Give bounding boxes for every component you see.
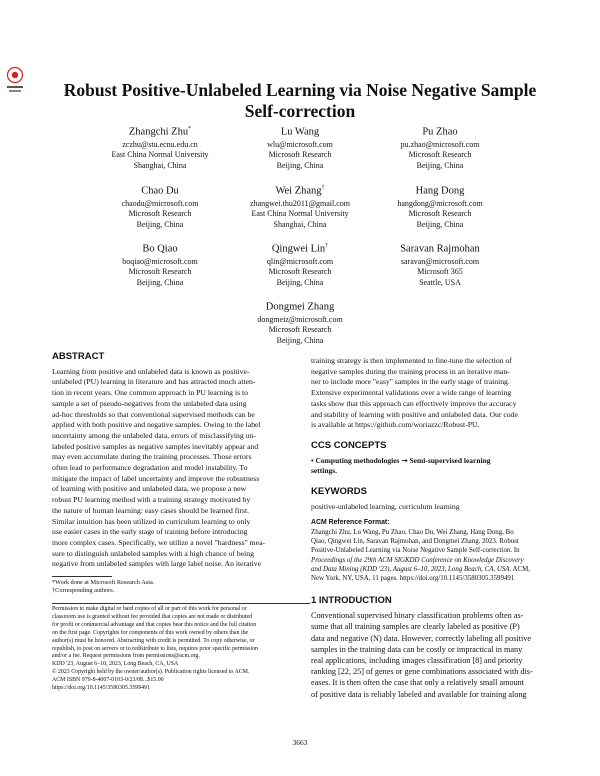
abstract-line: is available at https://github.com/woriazzc/Robust-PU.: [311, 420, 480, 430]
abstract-line: Similar intuition has been utilized in curriculum learning to only: [52, 516, 251, 526]
author-org: Microsoft Research: [128, 267, 192, 277]
acm-ref-line-4: Proceedings of the 29th ACM SIGKDD Conference on Knowledge Discovery: [311, 556, 524, 564]
author-entry: [350, 123, 530, 171]
author-org: Microsoft Research: [408, 150, 472, 160]
intro-body: [311, 610, 569, 700]
author-name-text: Dongmei Zhang: [265, 301, 335, 313]
author-email[interactable]: boqiao@microsoft.com: [122, 256, 198, 266]
intro-line: sume that all training samples are clearly labeled as positive (P): [311, 622, 520, 632]
abstract-line: may even accumulate during the training processes. Those errors: [52, 452, 252, 462]
author-email[interactable]: pu.zhao@microsoft.com: [400, 139, 480, 149]
author-name-text: Bo Qiao: [142, 243, 178, 255]
author-location: Seattle, USA: [419, 277, 461, 287]
author-name-text: Qingwei Lin: [271, 243, 326, 255]
author-org: East China Normal University: [251, 209, 349, 219]
abstract-line: tion in recent years. One common approach in PU learning is to: [52, 388, 248, 398]
author-org: Microsoft Research: [268, 325, 332, 335]
author-name: [350, 123, 530, 139]
author-entry: [210, 298, 390, 346]
author-org: Microsoft Research: [268, 150, 332, 160]
footnote-2: †Corresponding authors.: [52, 587, 115, 595]
abstract-line: sample a set of pseudo-negatives from the unlabeled data using: [52, 398, 247, 408]
title-line-1: Robust Positive-Unlabeled Learning via Noise Negative Sample: [63, 80, 537, 100]
intro-line: Conventional supervised binary classification problems often as-: [311, 611, 524, 621]
author-org: East China Normal University: [111, 150, 209, 160]
intro-line: eases. It is then often the case that only a relatively small amount: [311, 678, 525, 688]
author-location: Beijing, China: [276, 160, 324, 170]
acm-ref-line-6: New York, NY, USA, 11 pages. https://doi.org/10.1145/3580305.3599491: [311, 575, 515, 583]
author-name-text: Chao Du: [141, 185, 179, 197]
acm-ref-line-5: [311, 565, 569, 574]
abstract-line: use easier cases in the early stage of training before introducing: [52, 527, 248, 537]
author-entry: [350, 182, 530, 230]
author-entry: [350, 240, 530, 288]
permission-rule: [52, 603, 310, 604]
ccs-item-b: Semi-supervised learning: [407, 455, 491, 465]
author-email[interactable]: qlin@microsoft.com: [266, 256, 334, 266]
author-location: Beijing, China: [416, 160, 464, 170]
author-name-text: Saravan Rajmohan: [400, 243, 480, 255]
permission-line: Permission to make digital or hard copies of all or part of this work for personal or: [52, 606, 247, 612]
left-column: [52, 352, 310, 570]
author-name-text: Zhangchi Zhu: [128, 126, 189, 138]
abstract-line: applied with both positive and negative samples. Owing to the label: [52, 420, 261, 430]
right-column: [311, 356, 569, 700]
author-location: Beijing, China: [276, 277, 324, 287]
abstract-line: robust PU learning method with a training strategy motivated by: [52, 495, 251, 505]
author-mark: *: [188, 126, 192, 132]
ccs-item-a: • Computing methodologies: [311, 455, 402, 465]
author-org: Microsoft 365: [417, 267, 463, 277]
permission-line: ACM ISBN 979-8-4007-0103-0/23/08...$15.00: [52, 677, 164, 684]
abstract-line: often lead to performance degradation and model instability. To: [52, 463, 248, 473]
author-location: Beijing, China: [136, 219, 184, 229]
abstract-line: negative from unlabeled samples with large label noise. An iterative: [52, 559, 262, 569]
footnotes: [52, 579, 310, 595]
abstract-line: tasks show that this approach can effectively improve the accuracy: [311, 398, 517, 408]
author-email[interactable]: hangdong@microsoft.com: [397, 198, 483, 208]
abstract-heading: ABSTRACT: [52, 351, 105, 362]
intro-line: of positive data is reliably labeled and available for training along: [311, 689, 527, 699]
author-name-text: Hang Dong: [415, 185, 465, 197]
abstract-line: sure to distinguish unlabeled samples with a high chance of being: [52, 548, 254, 558]
author-location: Shanghai, China: [133, 160, 187, 170]
author-name: [350, 182, 530, 198]
permission-block: [52, 606, 310, 693]
author-location: Beijing, China: [416, 219, 464, 229]
author-location: Beijing, China: [276, 335, 324, 345]
abstract-line: training strategy is then implemented to fine-tune the selection of: [311, 356, 512, 365]
abstract-line: and stability of learning with positive and unlabeled data. Our code: [311, 409, 518, 419]
paper-title: [40, 80, 560, 122]
abstract-line: negative samples during the training process in an iterative man-: [311, 366, 510, 376]
abstract-line: mitigate the impact of label uncertainty and improve the robustness: [52, 473, 260, 483]
author-name: [210, 298, 390, 314]
author-location: Beijing, China: [136, 277, 184, 287]
acm-badge-icon: [4, 66, 26, 96]
author-org: Microsoft Research: [268, 267, 332, 277]
footnote-1: *Work done at Microsoft Research Asia.: [52, 579, 155, 586]
abstract-line: more complex cases. Specifically, we utilize a novel "hardness" mea-: [52, 537, 266, 547]
permission-line: KDD '23, August 6–10, 2023, Long Beach, CA, USA: [52, 661, 179, 668]
acm-ref-line-2: Qiao, Qingwei Lin, Saravan Rajmohan, and Dongmei Zhang. 2023. Robust: [311, 538, 519, 546]
abstract-continued: [311, 356, 569, 431]
acm-ref-line-3: Positive-Unlabeled Learning via Noise Negative Sample Self-correction. In: [311, 547, 520, 555]
permission-line: classroom use is granted without fee provided that copies are not made or distributed: [52, 613, 253, 620]
author-email[interactable]: chaodu@microsoft.com: [121, 198, 199, 208]
intro-line: data and negative (N) data. However, correctly labeling all positive: [311, 633, 531, 643]
intro-line: samples in the training data can be costly or impractical in many: [311, 644, 523, 654]
ccs-concept: [311, 456, 569, 477]
abstract-line: Learning from positive and unlabeled data is known as positive-: [52, 366, 250, 376]
author-mark: †: [321, 185, 325, 191]
abstract-body: [52, 367, 310, 570]
page-number: 3663: [292, 738, 308, 747]
abstract-line: ner to include more "easy" samples in the early stage of training.: [311, 377, 510, 387]
author-email[interactable]: zczhu@stu.ecnu.edu.cn: [122, 139, 198, 149]
abstract-line: ad-hoc thresholds so that conventional supervised methods can be: [52, 409, 255, 419]
author-name: [350, 240, 530, 256]
permission-line: republish, to post on servers or to redistribute to lists, requires prior specific permission: [52, 645, 258, 652]
acm-reference: [311, 518, 569, 583]
acm-ref-line-5-ital: and Data Mining (KDD '23), August 6–10, 2023, Long Beach, CA, USA.: [311, 565, 512, 573]
author-name-text: Lu Wang: [280, 126, 320, 138]
permission-line: author(s) must be honored. Abstracting with credit is permitted. To copy otherwise, or: [52, 637, 255, 644]
acm-ref-line-1: Zhangchi Zhu, Lu Wang, Pu Zhao, Chao Du, Wei Zhang, Hang Dong, Bo: [311, 528, 514, 536]
abstract-line: of learning with positive and unlabeled data, we propose a new: [52, 484, 247, 494]
author-name-text: Wei Zhang: [275, 185, 322, 197]
author-org: Microsoft Research: [128, 209, 192, 219]
keywords-text: positive-unlabeled learning, curriculum learning: [311, 501, 460, 511]
intro-line: real applications, including images classification [8] and priority: [311, 656, 523, 666]
author-email[interactable]: wlu@microsoft.com: [267, 139, 333, 149]
author-mark: †: [325, 243, 329, 249]
abstract-line: unlabeled (PU) learning in literature and has attracted much atten-: [52, 377, 256, 387]
footnote-rule: [52, 576, 112, 577]
keywords-heading: KEYWORDS: [311, 486, 367, 498]
ccs-arrow: →: [401, 455, 408, 465]
author-location: Shanghai, China: [273, 219, 327, 229]
author-email[interactable]: zhangwei.thu2011@gmail.com: [250, 198, 350, 208]
author-email[interactable]: saravan@microsoft.com: [400, 256, 480, 266]
author-name-text: Pu Zhao: [422, 126, 458, 138]
ccs-heading: CCS CONCEPTS: [311, 439, 387, 451]
intro-heading: 1 INTRODUCTION: [311, 594, 392, 606]
permission-line: for profit or commercial advantage and that copies bear this notice and the full citation: [52, 621, 257, 628]
intro-line: ranking [22, 25] of genes or gene combinations associated with dis-: [311, 667, 533, 677]
abstract-line: labeled positive samples as negative samples inevitably appear and: [52, 441, 259, 451]
permission-line: and/or a fee. Request permissions from permissions@acm.org.: [52, 653, 200, 660]
ccs-item-c: settings.: [311, 466, 338, 476]
acm-ref-line-5-tail: ACM,: [511, 565, 530, 573]
acm-ref-heading: ACM Reference Format:: [311, 519, 390, 527]
permission-line: on the first page. Copyrights for components of this work owned by others than the: [52, 629, 249, 636]
author-email[interactable]: dongmeiz@microsoft.com: [257, 314, 343, 324]
permission-line: © 2023 Copyright held by the owner/author(s). Publication rights licensed to ACM.: [52, 669, 250, 676]
title-line-2: Self-correction: [244, 101, 356, 121]
author-org: Microsoft Research: [408, 209, 472, 219]
permission-line: https://doi.org/10.1145/3580305.3599491: [52, 685, 151, 692]
abstract-line: uncertainty among the unlabeled data, errors of misclassifying un-: [52, 430, 256, 440]
abstract-line: the nature of human learning: easy cases should be learned first.: [52, 505, 250, 515]
abstract-line: Extensive experimental validations over a wide range of learning: [311, 388, 512, 398]
